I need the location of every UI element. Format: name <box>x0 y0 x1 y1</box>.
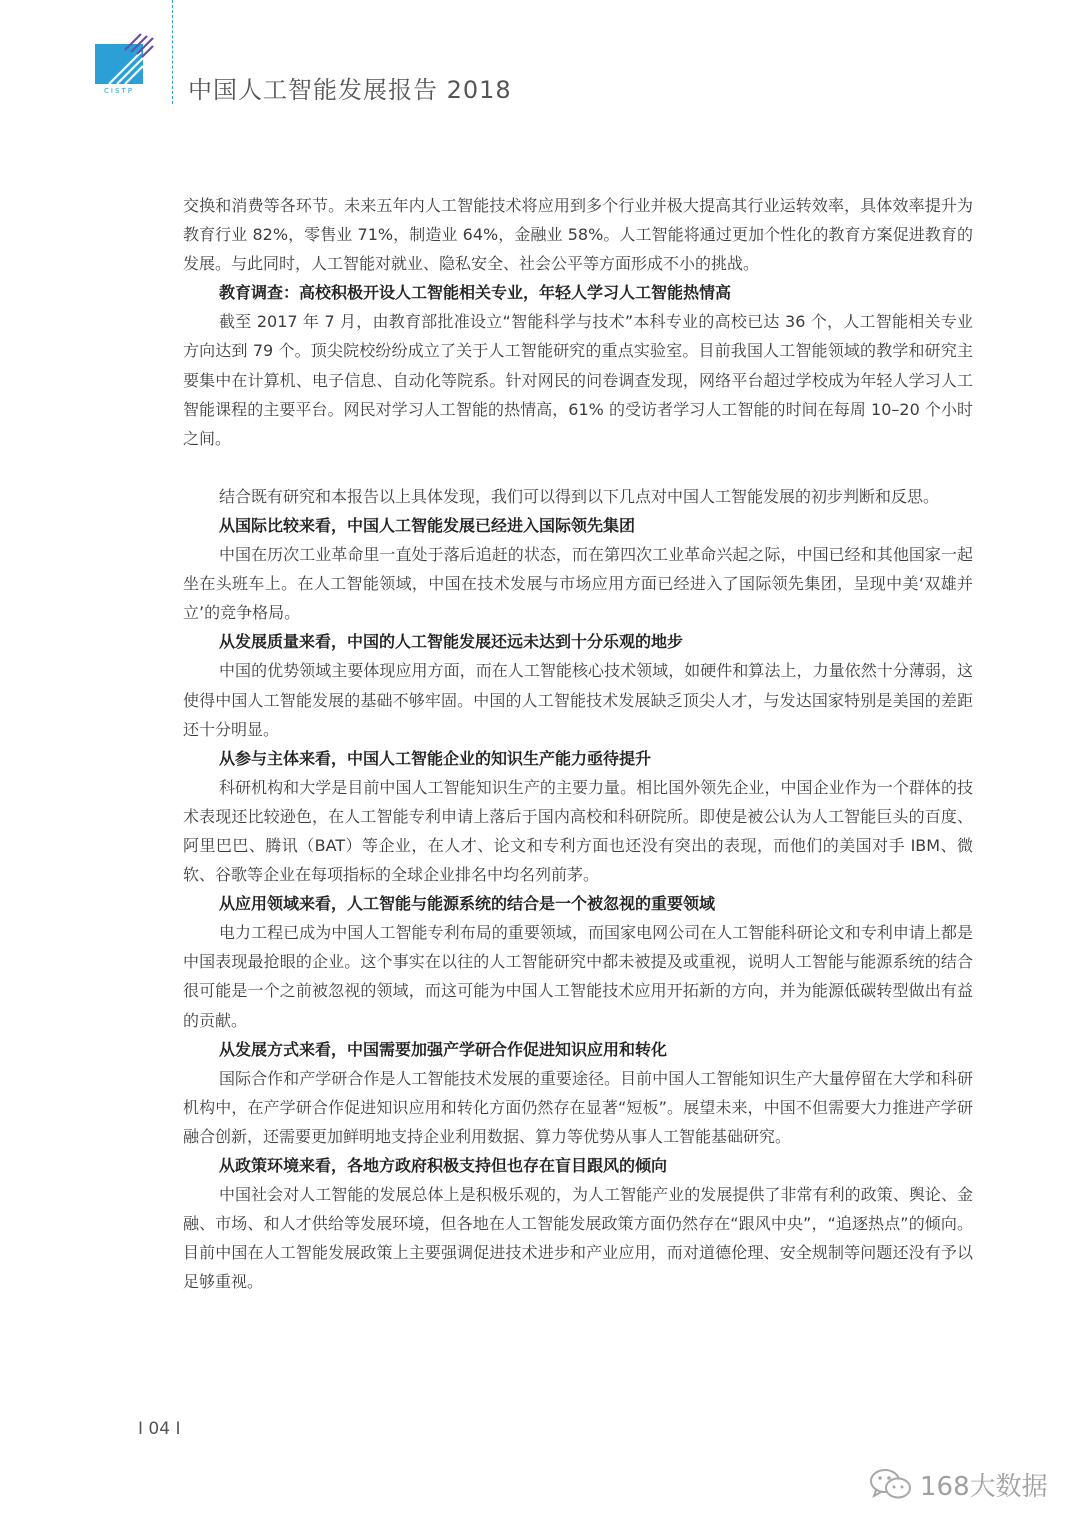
logo-text: CISTP <box>104 87 134 95</box>
section-heading: 从参与主体来看，中国人工智能企业的知识生产能力亟待提升 <box>219 748 652 768</box>
paragraph: 中国社会对人工智能的发展总体上是积极乐观的，为人工智能产业的发展提供了非常有利的政策、舆论、金融、市场、和人才供给等发展环境，但各地在人工智能发展政策方面仍然存在“跟风中央”，“追逐热点”的倾向。目前中国在人工智能发展政策上主要强调促进技术进步和产业应用，而对道德伦理、安全规制等问题还没有予以足够重视。 <box>183 1185 973 1292</box>
watermark <box>868 1464 1054 1504</box>
watermark-text: 168大数据 <box>920 1471 1048 1502</box>
section-heading: 从发展质量来看，中国的人工智能发展还远未达到十分乐观的地步 <box>219 632 684 652</box>
section-heading: 从国际比较来看，中国人工智能发展已经进入国际领先集团 <box>219 515 636 535</box>
paragraph: 科研机构和大学是目前中国人工智能知识生产的主要力量。相比国外领先企业，中国企业作为一个群体的技术表现还比较逊色，在人工智能专利申请上落后于国内高校和科研院所。即使是被公认为人工智能巨头的百度、阿里巴巴、腾讯（BAT）等企业，在人才、论文和专利方面也还没有突出的表现，而他们的美国对手 IBM、微软、谷歌等企业在每项指标的全球企业排名中均名列前茅。 <box>183 777 973 885</box>
section-heading: 从应用领域来看，人工智能与能源系统的结合是一个被忽视的重要领域 <box>219 894 716 914</box>
report-title: 中国人工智能发展报告 2018 <box>188 76 512 104</box>
section-heading: 教育调查：高校积极开设人工智能相关专业，年轻人学习人工智能热情高 <box>219 283 732 303</box>
section-heading: 从政策环境来看，各地方政府积极支持但也存在盲目跟风的倾向 <box>219 1156 668 1175</box>
paragraph: 中国的优势领域主要体现应用方面，而在人工智能核心技术领域，如硬件和算法上，力量依然十分薄弱，这使得中国人工智能发展的基础不够牢固。中国的人工智能技术发展缺乏顶尖人才，与发达国家特别是美国的差距还十分明显。 <box>183 661 973 739</box>
paragraph: 电力工程已成为中国人工智能专利布局的重要领域，而国家电网公司在人工智能科研论文和专利申请上都是中国表现最抢眼的企业。这个事实在以往的人工智能研究中都未被提及或重视，说明人工智能与能源系统的结合很可能是一个之前被忽视的领域，而这可能为中国人工智能技术应用开拓新的方向，并为能源低碳转型做出有益的贡献。 <box>183 923 973 1030</box>
page-number: I 04 I <box>138 1419 181 1439</box>
paragraph: 结合既有研究和本报告以上具体发现，我们可以得到以下几点对中国人工智能发展的初步判断和反思。 <box>219 486 940 506</box>
header-divider <box>172 0 173 104</box>
paragraph: 交换和消费等各环节。未来五年内人工智能技术将应用到多个行业并极大提高其行业运转效率，具体效率提升为教育行业 82%，零售业 71%，制造业 64%，金融业 58%。人工智能将通过更加个性化的教育方案促进教育的发展。与此同时，人工智能对就业、隐私安全、社会公平等方面形成不小的挑战。 <box>183 196 973 274</box>
wechat-icon <box>868 1466 914 1502</box>
paragraph: 截至 2017 年 7 月，由教育部批准设立“智能科学与技术”本科专业的高校已达 36 个，人工智能相关专业方向达到 79 个。顶尖院校纷纷成立了关于人工智能研究的重点实验室。目前我国人工智能领域的教学和研究主要集中在计算机、电子信息、自动化等院系。针对网民的问卷调查发现，网络平台超过学校成为年轻人学习人工智能课程的主要平台。网民对学习人工智能的热情高，61% 的受访者学习人工智能的时间在每周 10–20 个小时之间。 <box>183 312 973 448</box>
page-body <box>183 191 973 1296</box>
paragraph-spacer <box>183 453 973 482</box>
section-heading: 从发展方式来看，中国需要加强产学研合作促进知识应用和转化 <box>219 1039 668 1059</box>
paragraph: 中国在历次工业革命里一直处于落后追赶的状态，而在第四次工业革命兴起之际，中国已经和其他国家一起坐在头班车上。在人工智能领域，中国在技术发展与市场应用方面已经进入了国际领先集团，呈现中美‘双雄并立’的竞争格局。 <box>183 545 973 623</box>
paragraph: 国际合作和产学研合作是人工智能技术发展的重要途径。目前中国人工智能知识生产大量停留在大学和科研机构中，在产学研合作促进知识应用和转化方面仍然存在显著“短板”。展望未来，中国不但需要大力推进产学研融合创新，还需要更加鲜明地支持企业利用数据、算力等优势从事人工智能基础研究。 <box>183 1068 973 1146</box>
